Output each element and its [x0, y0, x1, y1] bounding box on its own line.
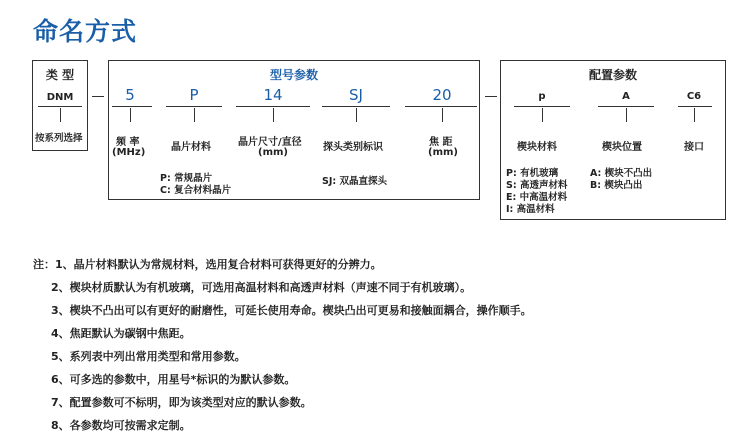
option-crystal-composite: C: 复合材料晶片: [160, 185, 232, 196]
type-desc: 按系列选择: [35, 133, 83, 144]
config-label-connector: 接口: [684, 142, 704, 153]
note-5: 5、系列表中列出常用类型和常用参数。: [51, 350, 246, 363]
field-underline-probe-type: [322, 106, 390, 107]
option-probe-dual: SJ: 双晶直探头: [322, 176, 387, 187]
config-underline-wedge-material: [514, 106, 570, 107]
note-3: 3、楔块不凸出可以有更好的耐磨性，可延长使用寿命。楔块凸出可更易和接触面耦合，操作顺手。: [51, 304, 532, 317]
field-label-focal-length: 焦 距: [429, 137, 453, 148]
option-wedge-high-transmission: S: 高透声材料: [506, 180, 568, 191]
page-title: 命名方式: [33, 17, 138, 46]
model-params-header: 型号参数: [269, 68, 318, 82]
option-wedge-mid-high-temp: E: 中高温材料: [506, 192, 568, 203]
field-code-crystal-material: P: [189, 86, 199, 104]
field-label-frequency: 频 率: [116, 137, 140, 148]
config-underline-wedge-position: [598, 106, 654, 107]
config-tick-connector: [694, 108, 695, 122]
option-wedge-plexiglass: P: 有机玻璃: [506, 168, 559, 179]
config-label-wedge-position: 楔块位置: [602, 142, 642, 153]
config-code-connector: C6: [686, 91, 702, 102]
note-7: 7、配置参数可不标明，即为该类型对应的默认参数。: [51, 396, 312, 409]
note-6: 6、可多选的参数中，用星号*标识的为默认参数。: [51, 373, 296, 386]
field-tick-probe-type: [356, 108, 357, 122]
field-underline-frequency: [112, 106, 152, 107]
field-tick-crystal-material: [194, 108, 195, 122]
field-label-probe-type: 探头类别标识: [323, 142, 383, 153]
field-label-crystal-size: 晶片尺寸/直径: [238, 137, 302, 148]
option-wedge-high-temp: I: 高温材料: [506, 204, 555, 215]
type-code: DNM: [46, 92, 74, 103]
type-code-tick: [60, 108, 61, 122]
config-code-wedge-position: A: [622, 91, 630, 102]
field-tick-crystal-size: [273, 108, 274, 122]
config-params-header: 配置参数: [588, 68, 637, 82]
type-code-underline: [38, 106, 82, 107]
config-label-wedge-material: 楔块材料: [517, 142, 557, 153]
field-unit-frequency: (MHz): [112, 147, 146, 158]
field-code-focal-length: 20: [432, 86, 452, 104]
connector-dash: [485, 96, 497, 97]
option-crystal-regular: P: 常规晶片: [160, 173, 213, 184]
config-code-wedge-material: p: [538, 91, 546, 102]
field-underline-crystal-material: [166, 106, 222, 107]
field-code-probe-type: SJ: [349, 86, 363, 104]
field-unit-focal-length: (mm): [428, 147, 458, 158]
field-tick-frequency: [130, 108, 131, 122]
note-1: 注：1、晶片材料默认为常规材料，选用复合材料可获得更好的分辨力。: [33, 258, 382, 271]
field-underline-focal-length: [405, 106, 477, 107]
field-label-crystal-material: 晶片材料: [171, 142, 211, 153]
field-underline-crystal-size: [236, 106, 310, 107]
option-wedge-protruding: B: 楔块凸出: [590, 180, 643, 191]
config-underline-connector: [678, 106, 712, 107]
field-unit-crystal-size: (mm): [258, 147, 288, 158]
option-wedge-not-protruding: A: 楔块不凸出: [590, 168, 653, 179]
type-header: 类 型: [45, 68, 75, 82]
field-tick-focal-length: [442, 108, 443, 122]
config-tick-wedge-position: [626, 108, 627, 122]
config-tick-wedge-material: [542, 108, 543, 122]
note-2: 2、楔块材质默认为有机玻璃，可选用高温材料和高透声材料（声速不同于有机玻璃）。: [51, 281, 472, 294]
note-4: 4、焦距默认为碳钢中焦距。: [51, 327, 191, 340]
note-8: 8、各参数均可按需求定制。: [51, 419, 191, 432]
field-code-frequency: 5: [125, 86, 135, 104]
field-code-crystal-size: 14: [263, 86, 283, 104]
